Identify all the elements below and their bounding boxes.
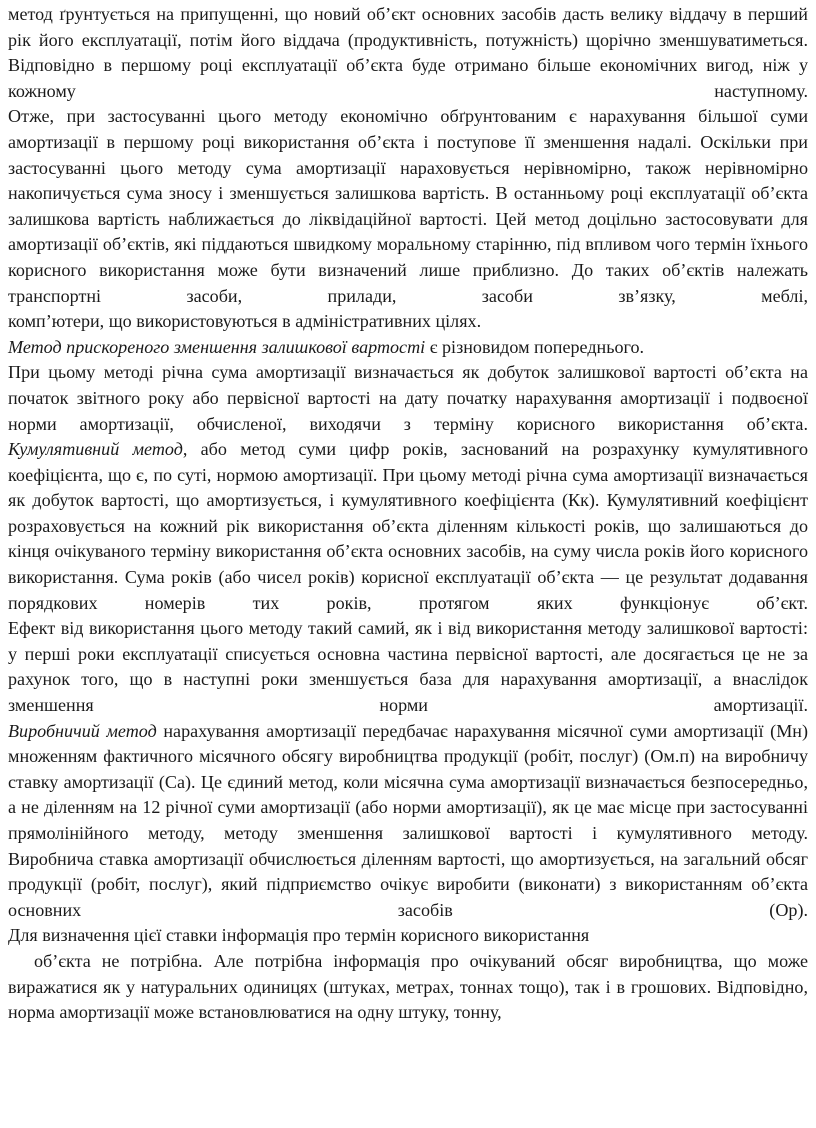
paragraph-rate-info: Для визначення цієї ставки інформація про термін корисного використання xyxy=(8,925,590,946)
paragraph-production-rate: Виробнича ставка амортизації обчислюється діленням вартості, що амортизується, на загальний обсяг продукції (робіт, послуг), який підприємство очікує виробити (виконати) з використанням об’єкта основних засобів (Ор). xyxy=(8,848,808,920)
paragraph-volume-info: об’єкта не потрібна. Але потрібна інформація про очікуваний обсяг виробництва, що може виражатися як у натуральних одиницях (штуках, метрах, тоннах тощо), так і в грошових. Відповідно, норма амортизації може встановлюватися на одну штуку, тонну, xyxy=(8,950,808,1023)
term-production-method: Виробничий метод xyxy=(8,720,157,741)
paragraph-computers-note: комп’ютери, що використовуються в адміністративних цілях. xyxy=(8,311,482,332)
paragraph-cumulative-method xyxy=(8,437,808,616)
cumulative-method-text: , або метод суми цифр років, заснований на розрахунку кумулятивного коефіцієнта, що є, по суті, нормою амортизації. При цьому методі річна сума амортизації визначається як добуток вартості, що амортизується, і кумулятивного коефіцієнта (Кк). Кумулятивний коефіцієнт розраховується на кожний рік використання об’єкта діленням кількості років, що залишаються до кінця очікуваного терміну використання об’єкта основних засобів, на суму числа років його корисного використання. Сума років (або чисел років) корисної експлуатації об’єкта — це результат додавання порядкових номерів тих років, протягом яких функціонує об’єкт. xyxy=(8,439,808,613)
paragraph-cumulative-effect: Ефект від використання цього методу такий самий, як і від використання методу залишкової вартості: у перші роки експлуатації списується основна частина первісної вартості, але досягається це не за рахунок того, що в наступні роки зменшується база для нарахування амортизації, а внаслідок зменшення норми амортизації. xyxy=(8,618,808,716)
paragraph-production-method xyxy=(8,719,808,847)
term-cumulative-method: Кумулятивний метод xyxy=(8,439,183,460)
production-method-text: нарахування амортизації передбачає нарахування місячної суми амортизації (Мн) множенням фактичного місячного обсягу виробництва продукції (робіт, послуг) (Ом.п) на виробничу ставку амортизації (Са). Це єдиний метод, коли місячна сума амортизації визначається безпосередньо, а не діленням на 12 річної суми амортизації (або норми амортизації), як це має місце при застосуванні прямолінійного методу, методу зменшення залишкової вартості і кумулятивного методу. xyxy=(8,720,808,843)
paragraph-accelerated-method xyxy=(8,335,808,361)
paragraph-declining-method-intro: метод ґрунтується на припущенні, що новий об’єкт основних засобів дасть велику віддачу в перший рік його експлуатації, потім його віддача (продуктивність, потужність) щорічно зменшуватиметься. Відповідно в першому році експлуатації об’єкта буде отримано більше економічних вигод, ніж у кожному наступному. xyxy=(8,4,808,101)
paragraph-accelerated-method-formula: При цьому методі річна сума амортизації визначається як добуток залишкової вартості об’єкта на початок звітного року або первісної вартості на дату початку нарахування амортизації і подвоєної норми амортизації, обчисленої, виходячи з терміну корисного використання об’єкта. xyxy=(8,362,808,434)
term-accelerated-method: Метод прискореного зменшення залишкової вартості xyxy=(8,336,426,357)
paragraph-declining-method-rationale: Отже, при застосуванні цього методу економічно обґрунтованим є нарахування більшої суми амортизації в першому році використання об’єкта і поступове її зменшення надалі. Оскільки при застосуванні цього методу сума амортизації нараховується нерівномірно, також нерівномірно накопичується сума зносу і зменшується залишкова вартість. В останньому році експлуатації об’єкта залишкова вартість наближається до ліквідаційної вартості. Цей метод доцільно застосовувати для амортизації об’єктів, які піддаються швидкому моральному старінню, під впливом чого термін їхнього корисного використання може бути визначений лише приблизно. До таких об’єктів належать транспортні засоби, прилади, засоби зв’язку, меблі, xyxy=(8,106,808,306)
accelerated-method-text: є різновидом попереднього. xyxy=(425,336,645,357)
